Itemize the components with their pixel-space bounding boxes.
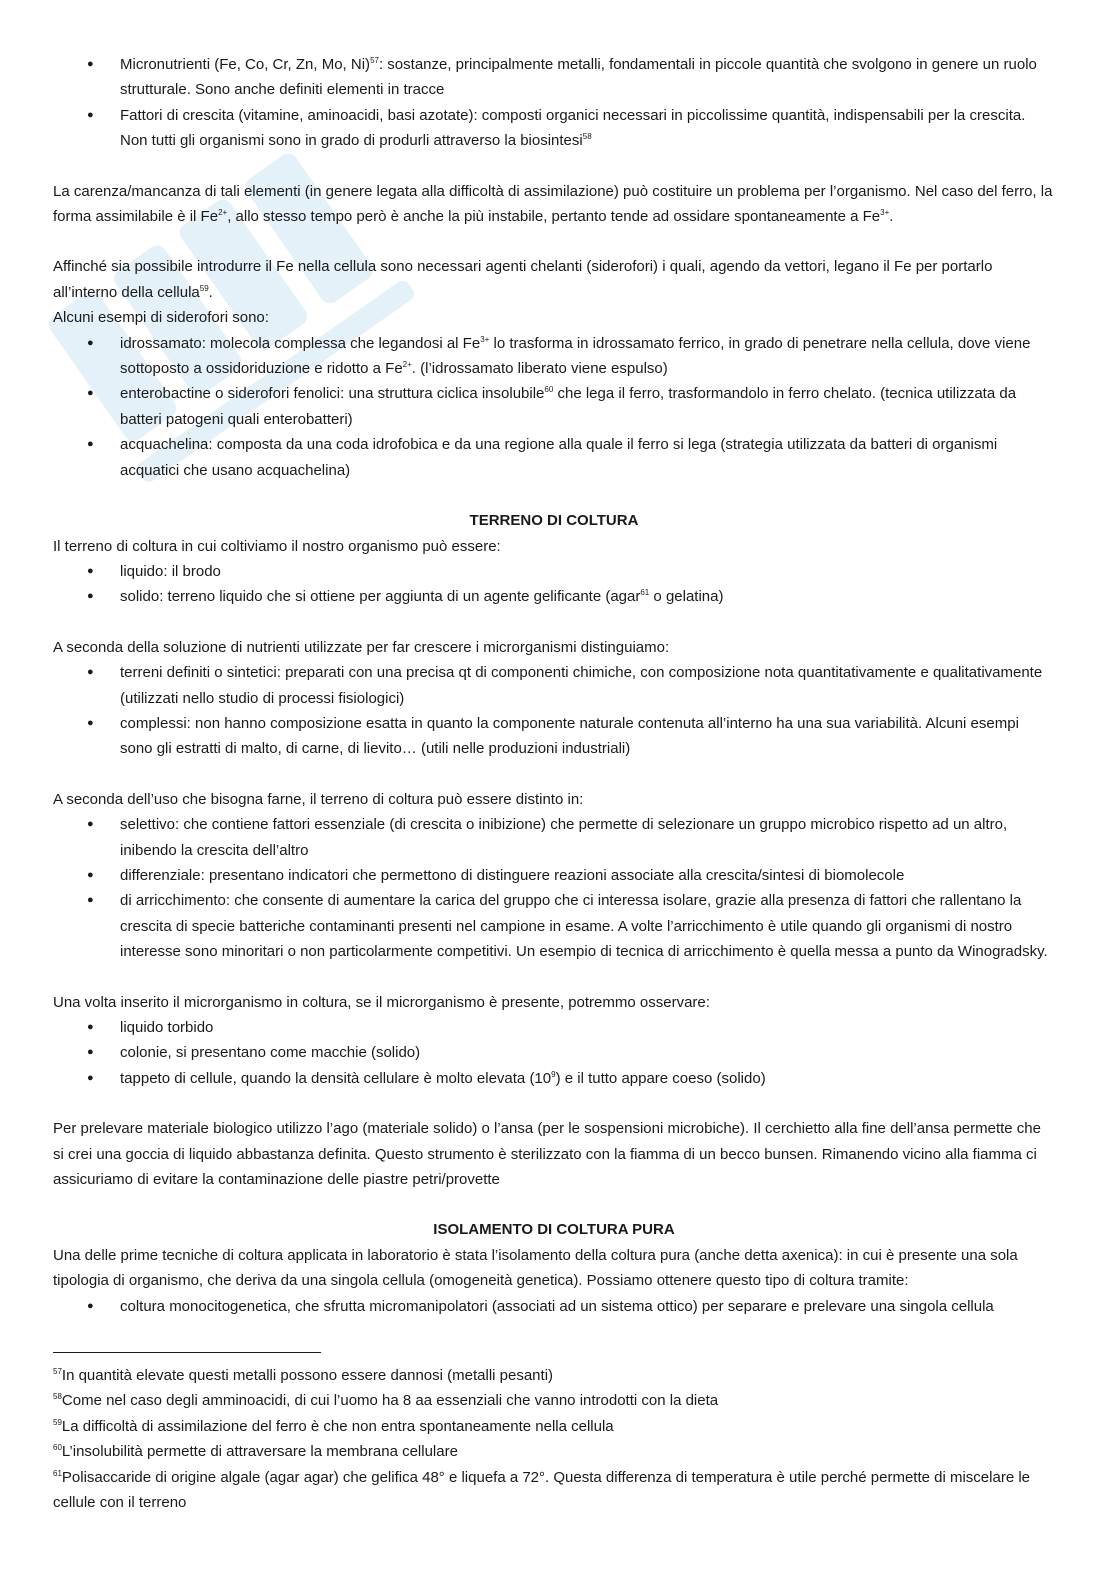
osservazione-list: [53, 1015, 1055, 1091]
nutrienti-intro: A seconda della soluzione di nutrienti utilizzate per far crescere i microrganismi distinguiamo:: [53, 638, 670, 656]
iron-paragraph: La carenza/mancanza di tali elementi (in genere legata alla difficoltà di assimilazione) può costituire un problema per l’organismo. Nel caso del ferro, la forma assimilabile è il $Fe^{2+}$, allo stesso tempo però è anche la più instabile, pertanto tende ad ossidare spontaneamente a $Fe^{3+}$.: [53, 182, 1053, 226]
list-item: ● Micronutrienti (Fe, Co, Cr, Zn, Mo, Ni)$^{57}$: sostanze, principalmente metalli, fondamentali in piccole quantità che svolgono in genere un ruolo strutturale. Sono anche definiti elementi in tracce: [53, 52, 1055, 103]
nutrienti-list: [53, 660, 1055, 762]
siderofori-intro: Alcuni esempi di siderofori sono:: [53, 309, 269, 327]
terreno-type-list: [53, 559, 1055, 610]
list-item: ● acquachelina: composta da una coda idrofobica e da una regione alla quale il ferro si lega (strategia utilizzata da batteri di organismi acquatici che usano acquachelina): [53, 432, 1055, 483]
isolamento-list: [53, 1294, 1055, 1319]
list-item: ● differenziale: presentano indicatori che permettono di distinguere reazioni associate alla crescita/sintesi di biomolecole: [53, 863, 1055, 888]
section-title-isolamento: ISOLAMENTO DI COLTURA PURA: [433, 1221, 675, 1239]
uso-intro: A seconda dell’uso che bisogna farne, il terreno di coltura può essere distinto in:: [53, 790, 584, 808]
list-item: ● solido: terreno liquido che si ottiene per aggiunta di un agente gelificante (agar$^{61}$ o gelatina): [53, 584, 1055, 609]
footnote: $^{59}$La difficoltà di assimilazione del ferro è che non entra spontaneamente nella cellula: [53, 1417, 614, 1435]
uso-list: [53, 812, 1055, 964]
list-item: ● selettivo: che contiene fattori essenziale (di crescita o inibizione) che permette di selezionare un gruppo microbico rispetto ad un altro, inibendo la crescita dell’altro: [53, 812, 1055, 863]
list-item: ● liquido: il brodo: [53, 559, 1055, 584]
list-item: ● idrossamato: molecola complessa che legandosi al $Fe^{3+}$ lo trasforma in idrossamato ferrico, in grado di penetrare nella cellula, dove viene sottoposto a ossidoriduzione e ridotto a $Fe^{2+}$. (l’idrossamato liberato viene espulso): [53, 331, 1055, 382]
footnotes: [53, 1363, 1055, 1515]
page-content: [53, 52, 1055, 1319]
list-item: ● enterobactine o siderofori fenolici: una struttura ciclica insolubile$^{60}$ che lega il ferro, trasformandolo in ferro chelato. (tecnica utilizzata da batteri patogeni quali enterobatteri): [53, 381, 1055, 432]
footnote: $^{60}$L’insolubilità permette di attraversare la membrana cellulare: [53, 1443, 458, 1461]
list-item: ● Fattori di crescita (vitamine, aminoacidi, basi azotate): composti organici necessari in piccolissime quantità, indispensabili per la crescita. Non tutti gli organismi sono in grado di produrli attraverso la biosintesi$^{58}$: [53, 103, 1055, 154]
list-item: ● colonie, si presentano come macchie (solido): [53, 1040, 1055, 1065]
ago-paragraph: Per prelevare materiale biologico utilizzo l’ago (materiale solido) o l’ansa (per le sospensioni microbiche). Il cerchietto alla fine dell’ansa permette che si crei una goccia di liquido abbastanza definita. Questo strumento è sterilizzato con la fiamma di un becco bunsen. Rimanendo vicino alla fiamma ci assicuriamo di evitare la contaminazione delle piastre petri/provette: [53, 1120, 1041, 1189]
osservazione-intro: Una volta inserito il microrganismo in coltura, se il microrganismo è presente, potremmo osservare:: [53, 993, 710, 1011]
list-item: ● di arricchimento: che consente di aumentare la carica del gruppo che ci interessa isolare, grazie alla presenza di fattori che rallentano la crescita di specie batteriche contaminanti presenti nel campione in esame. A volte l’arricchimento è utile quando gli organismi di nostro interesse sono minoritari o non particolarmente competitivi. Un esempio di tecnica di arricchimento è quella messa a punto da Winogradsky.: [53, 888, 1055, 964]
list-item: ● terreni definiti o sintetici: preparati con una precisa qt di componenti chimiche, con composizione nota quantitativamente e qualitativamente (utilizzati nello studio di processi fisiologici): [53, 660, 1055, 711]
list-item: ● coltura monocitogenetica, che sfrutta micromanipolatori (associati ad un sistema ottico) per separare e prelevare una singola cellula: [53, 1294, 1055, 1319]
chelant-paragraph: Affinché sia possibile introdurre il Fe nella cellula sono necessari agenti chelanti (siderofori) i quali, agendo da vettori, legano il Fe per portarlo all’interno della cellula$^{59}$.: [53, 258, 993, 301]
footnote: $^{58}$Come nel caso degli amminoacidi, di cui l’uomo ha 8 aa essenziali che vanno introdotti con la dieta: [53, 1392, 719, 1410]
isolamento-intro: Una delle prime tecniche di coltura applicata in laboratorio è stata l’isolamento della coltura pura (anche detta axenica): in cui è presente una sola tipologia di organismo, che deriva da una singola cellula (omogeneità genetica). Possiamo ottenere questo tipo di coltura tramite:: [53, 1246, 1018, 1290]
siderofori-list: [53, 331, 1055, 483]
footnote: $^{57}$In quantità elevate questi metalli possono essere dannosi (metalli pesanti): [53, 1367, 554, 1384]
nutrient-list: [53, 52, 1055, 154]
list-item: ● tappeto di cellule, quando la densità cellulare è molto elevata $(10^9)$ e il tutto appare coeso (solido): [53, 1066, 1055, 1091]
list-item: ● liquido torbido: [53, 1015, 1055, 1040]
list-item: ● complessi: non hanno composizione esatta in quanto la componente naturale contenuta all’interno ha una sua variabilità. Alcuni esempi sono gli estratti di malto, di carne, di lievito… (utili nelle produzioni industriali): [53, 711, 1055, 762]
section-title-terreno: TERRENO DI COLTURA: [469, 512, 639, 530]
terreno-intro: Il terreno di coltura in cui coltiviamo il nostro organismo può essere:: [53, 537, 501, 555]
footnote-separator: [53, 1352, 321, 1353]
footnote: $^{61}$Polisaccaride di origine algale (agar agar) che gelifica 48° e liquefa a 72°. Questa differenza di temperatura è utile perché permette di miscelare le cellule con il terreno: [53, 1468, 1030, 1512]
